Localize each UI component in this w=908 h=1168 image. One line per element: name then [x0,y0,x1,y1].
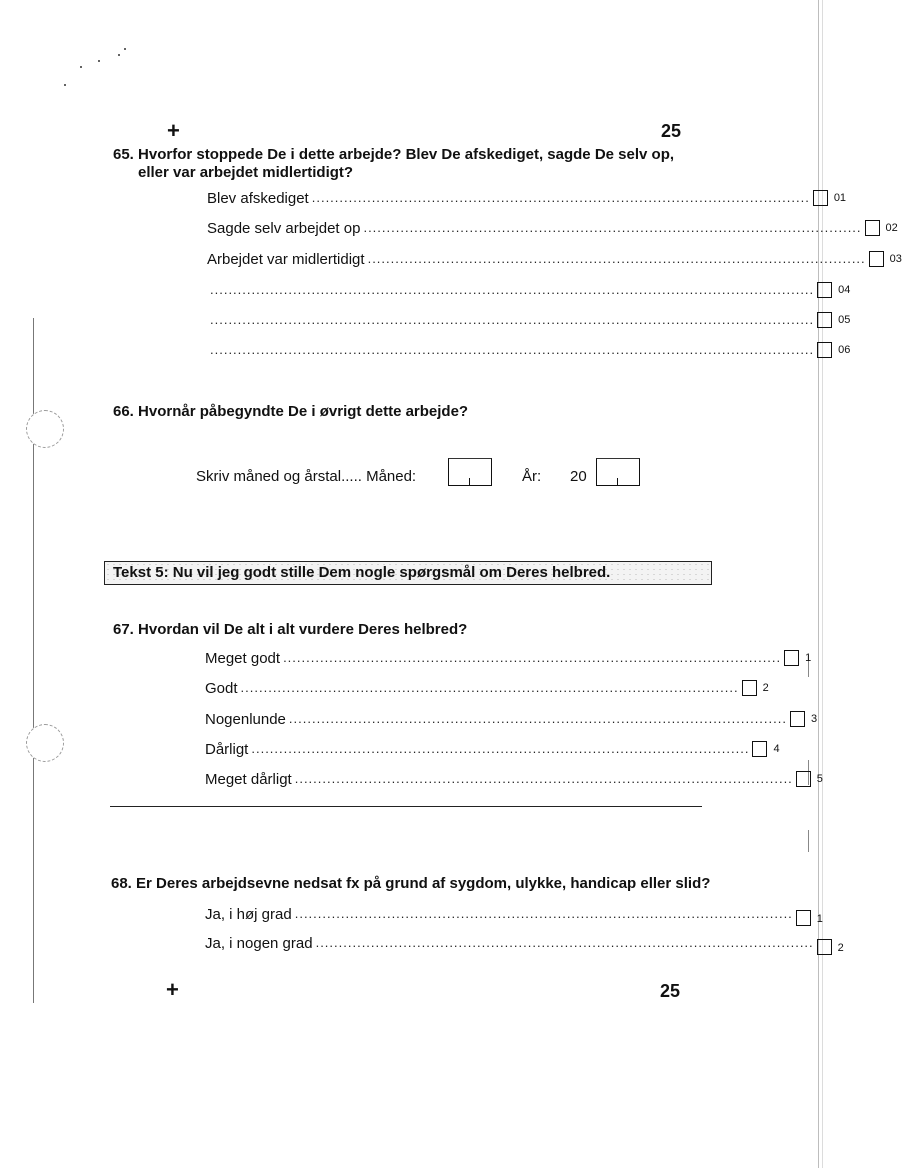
option-code: 2 [762,682,769,694]
checkbox[interactable] [817,312,832,328]
question-65-line2: eller var arbejdet midlertidigt? [138,164,354,181]
answer-option-blank [207,310,851,330]
page-edge-line [818,0,819,1168]
option-code: 2 [837,942,844,954]
option-label: Meget dårligt [205,770,292,788]
question-65 [113,145,713,164]
leader-dots: ............................................................................................................ [367,251,866,266]
checkbox[interactable] [742,680,757,696]
write-in-line[interactable]: ................................................................................................................................... [210,342,815,357]
answer-option-blank [207,340,851,360]
option-code: 06 [838,344,851,356]
digit-divider [617,478,618,485]
answer-option [205,769,823,789]
option-code: 4 [773,743,780,755]
checkbox[interactable] [817,282,832,298]
leader-dots: ............................................................................................................ [363,220,862,235]
punch-hole-icon [26,724,64,762]
checkbox[interactable] [817,342,832,358]
date-instruction: Skriv måned og årstal..... Måned: [196,468,417,485]
answer-option [205,709,818,729]
leader-dots: ............................................................................................................ [288,711,787,726]
checkbox[interactable] [813,190,828,206]
banner-text: Tekst 5: Nu vil jeg godt stille Dem nogle spørgsmål om Deres helbred. [113,564,611,581]
option-code: 02 [885,222,898,234]
checkbox[interactable] [869,251,884,267]
year-label: År: [522,468,542,485]
checkbox[interactable] [752,741,767,757]
write-in-line[interactable]: ................................................................................................................................... [210,282,815,297]
checkbox[interactable] [784,650,799,666]
leader-dots: ............................................................................................................ [294,906,793,921]
answer-option [207,218,898,238]
option-code: 01 [833,192,847,204]
section-divider [110,806,702,807]
year-input[interactable] [596,458,640,486]
month-input[interactable] [448,458,492,486]
scan-speck [118,54,120,56]
checkbox[interactable] [796,771,811,787]
leader-dots: ............................................................................................................ [311,190,810,205]
option-label: Meget godt [205,649,281,667]
question-text: Hvorfor stoppede De i dette arbejde? Blev De afskediget, sagde De selv op, [138,146,675,163]
scan-speck [80,66,82,68]
option-code: 1 [816,913,823,925]
checkbox[interactable] [796,910,811,926]
registration-mark-top: + [167,118,180,143]
scan-speck [98,60,100,62]
option-code: 1 [805,652,812,664]
question-67 [113,620,467,639]
checkbox[interactable] [817,939,832,955]
option-label: Ja, i høj grad [205,905,292,923]
question-number: 68. [111,875,132,892]
option-label: Sagde selv arbejdet op [207,219,361,237]
year-prefix: 20 [570,468,587,485]
page-edge-line [822,0,823,1168]
page-number-bottom: 25 [660,981,681,1001]
option-code: 5 [816,773,823,785]
checkbox[interactable] [865,220,880,236]
question-text: Hvornår påbegyndte De i øvrigt dette arbejde? [138,403,469,420]
checkbox[interactable] [790,711,805,727]
section-banner [104,561,712,585]
question-number: 67. [113,621,134,638]
registration-mark-bottom: + [166,977,179,1002]
option-label: Dårligt [205,740,249,758]
option-code: 3 [810,713,818,725]
question-number: 66. [113,403,134,420]
leader-dots: ............................................................................................................ [294,771,793,786]
option-code: 05 [838,314,851,326]
answer-option [205,933,844,954]
answer-option [207,188,847,208]
page-number-top: 25 [661,121,682,141]
leader-dots: ............................................................................................................ [283,650,782,665]
option-label: Nogenlunde [205,710,286,728]
option-label: Ja, i nogen grad [205,934,313,952]
option-label: Godt [205,679,238,697]
question-68 [111,874,751,893]
leader-dots: ............................................................................................................ [315,935,814,950]
option-label: Arbejdet var midlertidigt [207,250,365,268]
scan-speck [64,84,66,86]
option-label: Blev afskediget [207,189,309,207]
question-text: Hvordan vil De alt i alt vurdere Deres helbred? [138,621,468,638]
write-in-line[interactable]: ................................................................................................................................... [210,312,815,327]
answer-option [205,678,769,698]
answer-option [205,739,780,759]
answer-option-blank [207,280,851,300]
answer-option [205,648,812,668]
option-code: 04 [838,284,851,296]
question-number: 65. [113,146,134,163]
answer-option [207,249,902,269]
digit-divider [469,478,470,485]
leader-dots: ............................................................................................................ [240,680,739,695]
question-66 [113,402,468,421]
question-text: Er Deres arbejdsevne nedsat fx på grund af sygdom, ulykke, handicap eller slid? [136,875,711,892]
scan-mark [808,830,809,852]
answer-option [205,904,823,925]
scan-speck [124,48,126,50]
punch-hole-icon [26,410,64,448]
option-code: 03 [889,253,902,265]
leader-dots: ............................................................................................................ [251,741,750,756]
